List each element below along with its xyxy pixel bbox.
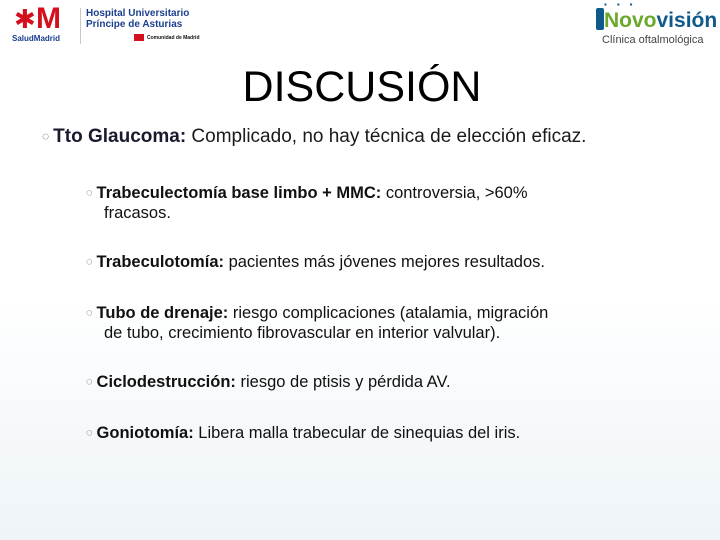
- hospital-name-line2: Príncipe de Asturias: [86, 19, 183, 30]
- bullet-icon: ◌: [42, 129, 50, 143]
- comunidad-madrid-label: [134, 34, 200, 41]
- bullet-icon: ◌: [86, 187, 93, 199]
- saludmadrid-label: SaludMadrid: [12, 34, 61, 43]
- slide-title: DISCUSIÓN: [242, 63, 482, 111]
- sub-bullet-trabeculectomia: [86, 183, 676, 223]
- sub-bullet-term: Trabeculectomía base limbo + MMC:: [96, 184, 382, 202]
- sub-bullet-line1: pacientes más jóvenes mejores resultados.: [224, 253, 545, 271]
- sub-bullet-line1: riesgo complicaciones (atalamia, migración: [228, 304, 549, 322]
- dots-decoration: ▪▪▪: [604, 0, 643, 9]
- saludmadrid-logo: [12, 4, 72, 46]
- main-bullet-desc: Complicado, no hay técnica de elección eficaz.: [186, 126, 587, 147]
- sub-bullet-line1: Libera malla trabecular de sinequias del iris.: [193, 424, 521, 442]
- novo-text: Novo: [604, 9, 657, 32]
- sub-bullet-line1: riesgo de ptisis y pérdida AV.: [235, 373, 451, 391]
- sub-bullet-line2: fracasos.: [104, 204, 171, 222]
- star-icon: ✱: [14, 4, 36, 34]
- vision-text: visión: [656, 9, 718, 32]
- madrid-flag-icon: [134, 34, 144, 41]
- sub-bullet-trabeculotomia: [86, 252, 676, 272]
- sub-bullet-term: Ciclodestrucción:: [96, 373, 236, 391]
- main-bullet-term: Tto Glaucoma:: [53, 126, 187, 147]
- bullet-icon: ◌: [86, 376, 93, 388]
- sub-bullet-term: Trabeculotomía:: [96, 253, 224, 271]
- sub-bullet-line1: controversia, >60%: [381, 184, 528, 202]
- novovision-logo: [596, 0, 720, 52]
- main-bullet: [42, 125, 586, 148]
- comunidad-text: Comunidad de Madrid: [147, 34, 200, 41]
- logo-divider: [80, 8, 81, 44]
- novovision-mark-icon: [596, 8, 604, 30]
- sub-bullet-term: Goniotomía:: [96, 424, 194, 442]
- m-letter-icon: M: [36, 2, 61, 35]
- hospital-name-line1: Hospital Universitario: [86, 8, 190, 19]
- clinica-tagline: Clínica oftalmológica: [602, 34, 704, 46]
- sub-bullet-term: Tubo de drenaje:: [96, 304, 229, 322]
- novovision-wordmark: [604, 9, 717, 33]
- bullet-icon: ◌: [86, 256, 93, 268]
- sub-bullet-tubo-drenaje: [86, 303, 676, 343]
- bullet-icon: ◌: [86, 307, 93, 319]
- sub-bullet-line2: de tubo, crecimiento fibrovascular en interior valvular).: [104, 324, 501, 342]
- sub-bullet-goniotomia: [86, 423, 676, 443]
- hospital-name: [86, 8, 189, 30]
- sub-bullet-ciclodestruccion: [86, 372, 676, 392]
- hospital-logo: [12, 4, 217, 46]
- bullet-icon: ◌: [86, 427, 93, 439]
